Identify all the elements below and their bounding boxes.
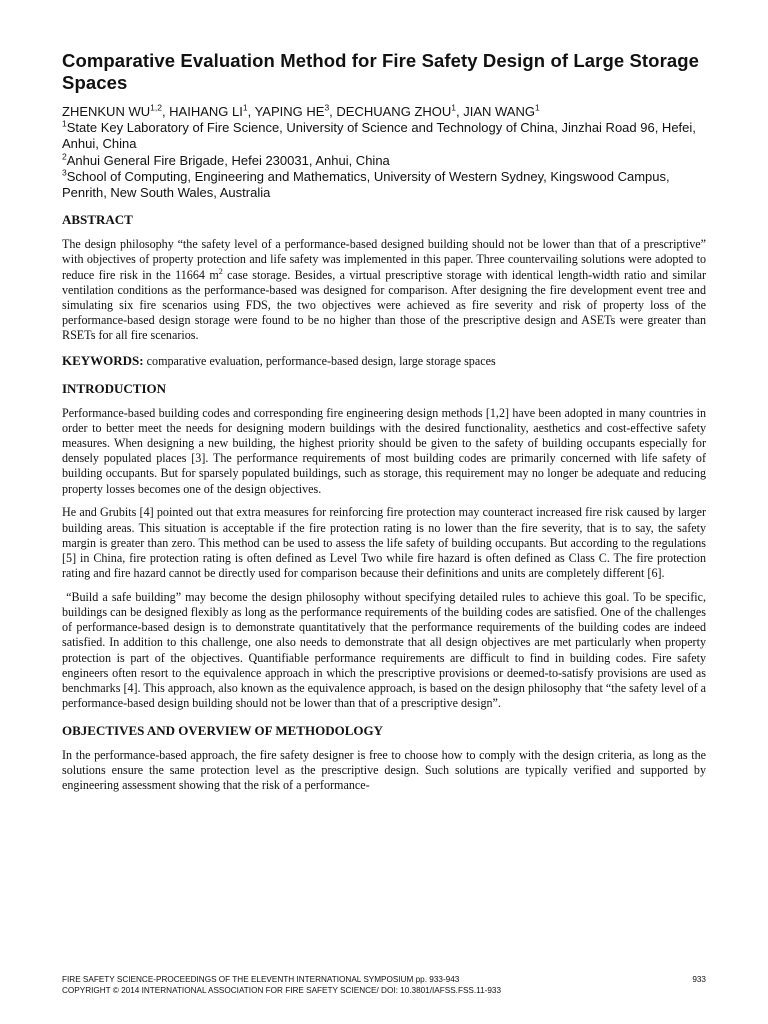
author-name: HAIHANG LI: [169, 104, 243, 119]
keywords-label: KEYWORDS:: [62, 352, 144, 368]
affiliation-text: State Key Laboratory of Fire Science, University of Science and Technology of China, Jinzhai Road 96, Hefei, Anhui, China: [62, 120, 696, 152]
author-affil-sup: 1,2: [150, 102, 162, 113]
author-name: DECHUANG ZHOU: [336, 104, 452, 119]
author-affil-sup: 1: [451, 102, 456, 113]
author-affil-sup: 3: [324, 102, 330, 113]
author-affil-sup: 1: [534, 102, 540, 113]
affiliation-text: School of Computing, Engineering and Mathematics, University of Western Sydney, Kingswood Campus, Penrith, New South Wales, Australia: [62, 168, 670, 201]
paper-title: Comparative Evaluation Method for Fire Safety Design of Large Storage Spaces: [62, 50, 700, 93]
affiliation-number: 1: [62, 118, 67, 129]
author-name: YAPING HE: [254, 104, 325, 119]
intro-paragraph-2: He and Grubits [4] pointed out that extra measures for reinforcing fire protection may counteract increased fire risk caused by larger building areas. This situation is acceptable if the fire protection rating is no lower than the fire severity, that is to say, the safety margin is greater than zero. This method can be used to assess the life safety of building occupants. But according to the regulations [5] in China, fire protection rating is often defined as Level Two while fire hazard is often defined as Class C. The fire protection rating and fire hazard cannot be directly used for comparison because their definitions and units are completely different [6].: [62, 505, 706, 581]
introduction-heading: INTRODUCTION: [62, 380, 167, 396]
affiliation-number: 2: [62, 151, 67, 162]
affiliation: [62, 153, 706, 169]
objectives-paragraph-1: In the performance-based approach, the fire safety designer is free to choose how to comply with the design criteria, as long as the solutions ensure the same protection level as the prescriptive design. Such solutions are typically verified and supported by engineering assessment showing that the risk of a performance-: [62, 747, 706, 792]
abstract-text: The design philosophy “the safety level of a performance-based designed building should not be lower than that of a prescriptive” with objectives of property protection and life safety was implemented in this paper. Three countervailing solutions were adopted to reduce fire risk in the 11664 $m^2$ case storage. Besides, a virtual prescriptive storage with identical length-width ratio and similar ventilation conditions as the performance-based was designed for comparison. After designing the fire development event tree and simulating six fire scenarios using FDS, the two objectives were achieved as fire severity and risk of property loss of the performance-based design storage were found to be no higher than those of the prescriptive design and ASETs were greater than RSETs for all fire scenarios.: [62, 237, 706, 343]
page-footer: [62, 974, 706, 996]
author-name: JIAN WANG: [463, 104, 535, 119]
objectives-heading: OBJECTIVES AND OVERVIEW OF METHODOLOGY: [62, 722, 383, 738]
footer-copyright-line: COPYRIGHT © 2014 INTERNATIONAL ASSOCIATION FOR FIRE SAFETY SCIENCE/ DOI: 10.3801/IAFSS.FSS.11-933: [62, 986, 502, 995]
intro-paragraph-1: Performance-based building codes and corresponding fire engineering design methods [1,2] have been adopted in many countries in order to better meet the needs for designing modern buildings with the desired functionality, aesthetics and cost-effective safety measures. When designing a new building, the highest priority should be given to the safety of building occupants especially for densely populated places [3]. The performance requirements of most building codes are primarily concerned with life safety of building occupants. But for sparsely populated buildings, such as storage, this requirement may no longer be adequate and reducing property losses becomes one of the design objectives.: [62, 405, 706, 496]
keywords-text: comparative evaluation, performance-based design, large storage spaces: [143, 353, 496, 368]
intro-paragraph-3: “Build a safe building” may become the design philosophy without specifying detailed rules to achieve this goal. To be specific, buildings can be designed flexibly as long as the performance requirements of the building codes are satisfied. One of the challenges of performance-based design is to demonstrate quantitatively that the performance requirements of the building codes are indeed satisfied. In addition to this challenge, one also needs to demonstrate that all design objectives are met particularly when property protection is part of the objectives. Quantifiable performance requirements are difficult to find in building codes. Fire safety engineers often resort to the equivalence approach in which the prescriptive provisions or deemed-to-satisfy provisions are used as benchmarks [4]. This approach, also known as the equivalence approach, is based on the design philosophy that “the safety level of a performance-based design building should not be lower than that of a prescriptive design”.: [62, 589, 706, 711]
keywords: [62, 353, 706, 369]
author-affil-sup: 1: [242, 102, 248, 113]
affiliation: [62, 120, 706, 152]
squared-sup: 2: [218, 266, 223, 276]
affiliation-text: Anhui General Fire Brigade, Hefei 230031, Anhui, China: [66, 152, 390, 168]
page-number: 933: [692, 975, 706, 984]
author-name: ZHENKUN WU: [62, 104, 151, 119]
author-list: ZHENKUN WU$^{1,2}$, HAIHANG $LI^1$, YAPING $HE^3$, DECHUANG ZHOU$^1$, JIAN WANG$^1$: [62, 102, 540, 119]
affiliation-number: 3: [62, 167, 67, 178]
footer-proceedings-line: FIRE SAFETY SCIENCE-PROCEEDINGS OF THE ELEVENTH INTERNATIONAL SYMPOSIUM pp. 933-943: [62, 975, 460, 984]
abstract-heading: ABSTRACT: [62, 212, 133, 228]
paper-page: [62, 50, 706, 802]
affiliation: [62, 169, 706, 201]
